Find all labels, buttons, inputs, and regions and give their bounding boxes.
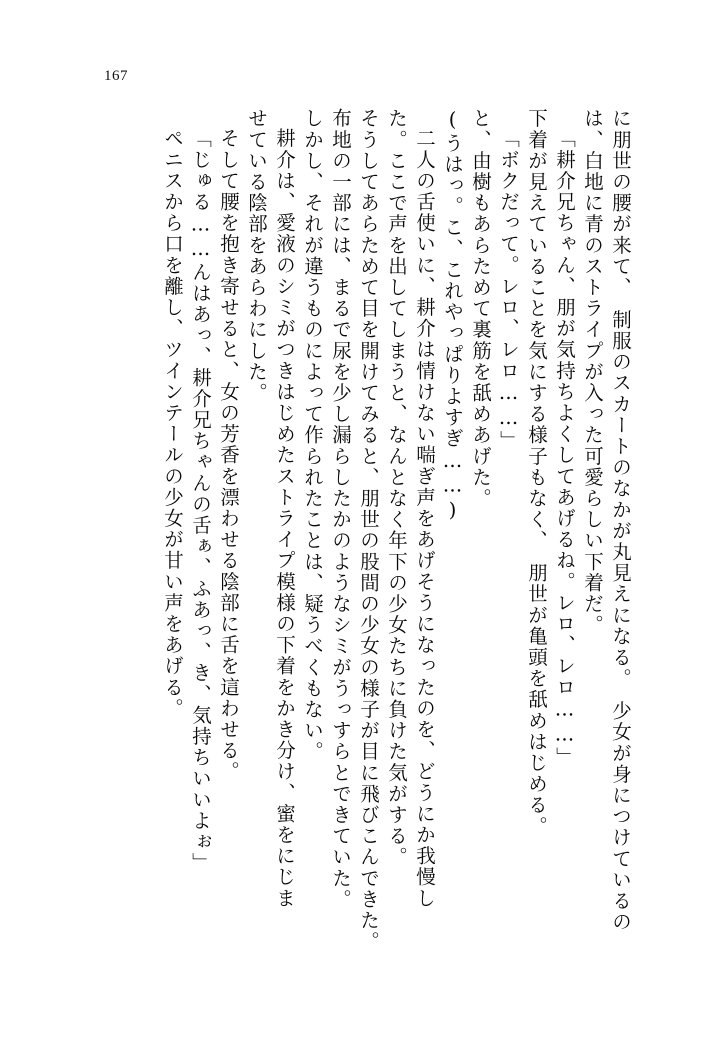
text-line: そうしてあらためて目を開けてみると、朋世の股間の少女の様子が目に飛びこんできた。 <box>357 108 380 952</box>
text-line: 下着が見えていることを気にする様子もなく、 朋世が亀頭を舐めはじめる。 <box>525 108 548 837</box>
text-line: 布地の一部には、まるで尿を少し漏らしたかのようなシミがうっすらとできていた。 <box>329 108 352 910</box>
text-line: 「ボクだって。レロ、レロ……」 <box>497 128 520 452</box>
text-line: ペニスから口を離し、ツインテールの少女が甘い声をあげる。 <box>161 128 184 719</box>
text-line: (うはっ。こ、これやっぱりよすぎ……) <box>441 108 464 523</box>
text-line: た。ここで声を出してしまうと、なんとなく年下の少女たちに負けた気がする。 <box>385 108 408 868</box>
body-text-block <box>78 108 630 970</box>
text-line: しかし、それが違うものによって作られたことは、疑うべくもない。 <box>301 108 324 763</box>
text-line: そして腰を抱き寄せると、女の芳香を漂わせる陰部に舌を這わせる。 <box>217 128 240 783</box>
text-line: 二人の舌使いに、耕介は情けない喘ぎ声をあげそうになったのを、どうにか我慢し <box>413 128 436 909</box>
text-line: と、由樹もあらためて裏筋を舐めあげた。 <box>469 108 492 509</box>
text-line: は、白地に青のストライプが入った可愛らしい下着だ。 <box>581 108 604 636</box>
page-number: 167 <box>104 68 128 84</box>
text-line: 耕介は、愛液のシミがつきはじめたストライプ模様の下着をかき分け、蜜をにじま <box>273 128 296 909</box>
text-line: せている陰部をあらわにした。 <box>245 108 268 404</box>
text-line: に朋世の腰が来て、 制服のスカートのなかが丸見えになる。 少女が身につけているの <box>609 108 632 933</box>
text-line: 「じゅる……んはあっ、耕介兄ちゃんの舌ぁ、ふあっ、き、気持ちいいよぉ」 <box>189 128 212 874</box>
text-line: 「耕介兄ちゃん、朋が気持ちよくしてあげるね。レロ、レロ……」 <box>553 128 576 768</box>
